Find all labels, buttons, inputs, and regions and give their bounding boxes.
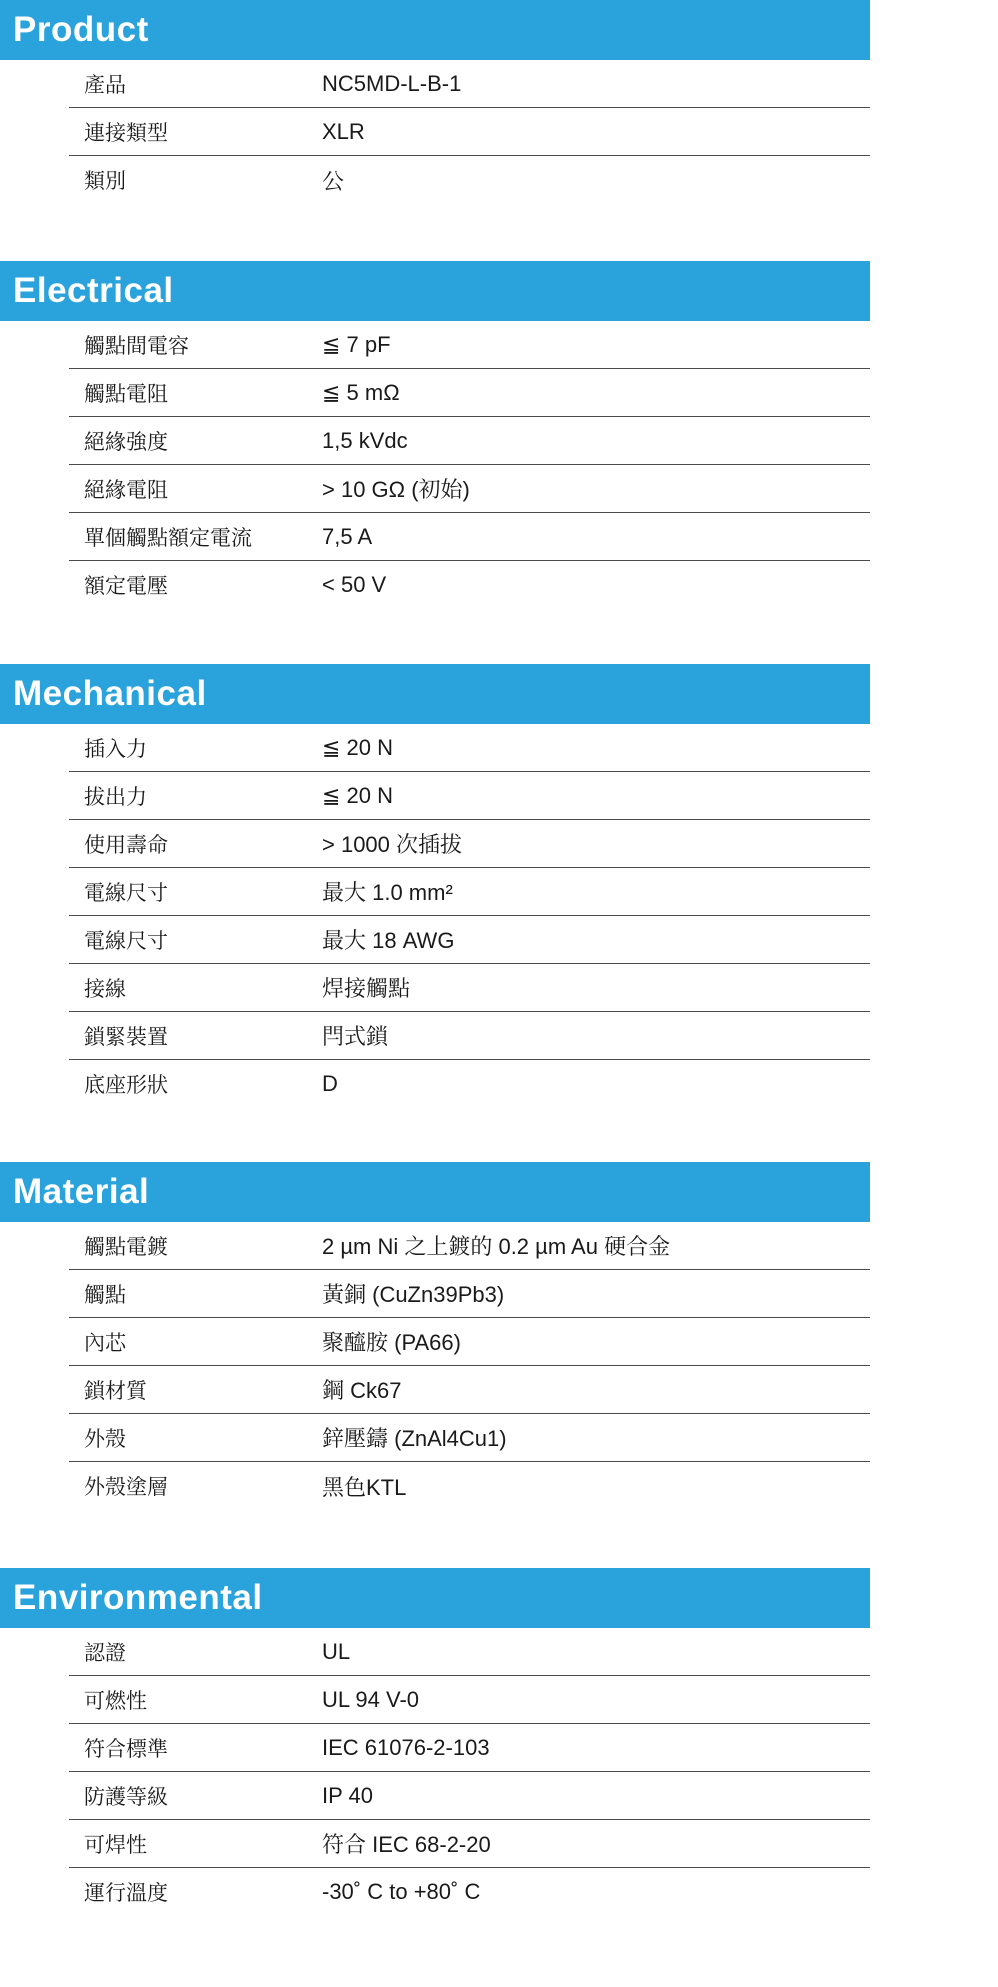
spec-label: 使用壽命 xyxy=(84,832,168,857)
section-title: Mechanical xyxy=(0,664,870,724)
spec-value: NC5MD-L-B-1 xyxy=(322,70,462,96)
spec-value: > 1000 次插拔 xyxy=(322,832,463,857)
spec-value: 焊接觸點 xyxy=(322,976,411,1001)
spec-value: > 10 GΩ (初始) xyxy=(322,477,470,502)
section-title: Product xyxy=(0,0,870,60)
spec-label: 外殼塗層 xyxy=(84,1475,168,1499)
spec-row xyxy=(69,1868,870,1916)
spec-row xyxy=(69,820,870,868)
section-electrical xyxy=(0,261,870,609)
spec-row xyxy=(69,964,870,1012)
spec-label: 絕緣強度 xyxy=(84,429,168,454)
spec-value: 鋅壓鑄 (ZnAl4Cu1) xyxy=(322,1426,507,1451)
spec-label: 電線尺寸 xyxy=(84,928,168,953)
spec-row xyxy=(69,1676,870,1724)
spec-label: 防護等級 xyxy=(84,1784,168,1809)
spec-row xyxy=(69,417,870,465)
spec-label: 電線尺寸 xyxy=(84,880,168,905)
spec-row xyxy=(69,1012,870,1060)
spec-label: 可燃性 xyxy=(84,1688,147,1713)
spec-label: 外殼 xyxy=(84,1426,126,1451)
spec-value: 2 µm Ni 之上鍍的 0.2 µm Au 硬合金 xyxy=(322,1234,671,1259)
spec-table xyxy=(69,1222,870,1510)
spec-value: ≦ 7 pF xyxy=(322,331,391,357)
spec-value: 閂式鎖 xyxy=(322,1024,389,1049)
spec-value: XLR xyxy=(322,118,365,144)
spec-label: 連接類型 xyxy=(84,120,168,145)
spec-value: 符合 IEC 68-2-20 xyxy=(322,1832,491,1857)
spec-value: 1,5 kVdc xyxy=(322,427,408,453)
spec-table xyxy=(69,1628,870,1916)
spec-row xyxy=(69,868,870,916)
spec-value: 聚醯胺 (PA66) xyxy=(322,1330,461,1355)
spec-value: 最大 1.0 mm² xyxy=(322,880,453,905)
spec-label: 類別 xyxy=(84,169,126,193)
section-product xyxy=(0,0,870,204)
spec-row xyxy=(69,561,870,609)
spec-value: D xyxy=(322,1071,338,1096)
spec-row xyxy=(69,1414,870,1462)
spec-value: IEC 61076-2-103 xyxy=(322,1734,490,1760)
spec-value: -30˚ C to +80˚ C xyxy=(322,1879,481,1904)
spec-label: 觸點間電容 xyxy=(84,333,189,358)
spec-row xyxy=(69,1820,870,1868)
section-title: Environmental xyxy=(0,1568,870,1628)
spec-label: 符合標準 xyxy=(84,1736,168,1761)
spec-label: 接線 xyxy=(84,976,126,1001)
spec-value: ≦ 20 N xyxy=(322,734,394,760)
spec-value: 鋼 Ck67 xyxy=(322,1378,402,1403)
spec-label: 產品 xyxy=(84,72,126,97)
section-material xyxy=(0,1162,870,1510)
spec-label: 單個觸點額定電流 xyxy=(84,525,252,550)
spec-value: IP 40 xyxy=(322,1782,373,1808)
spec-value: ≦ 20 N xyxy=(322,782,394,808)
spec-table xyxy=(69,724,870,1108)
spec-value: 公 xyxy=(322,168,345,194)
spec-table xyxy=(69,60,870,204)
spec-row xyxy=(69,1060,870,1108)
spec-label: 底座形狀 xyxy=(84,1073,168,1097)
spec-label: 鎖緊裝置 xyxy=(84,1024,168,1049)
spec-row xyxy=(69,1772,870,1820)
section-mechanical xyxy=(0,664,870,1108)
spec-value: ≦ 5 mΩ xyxy=(322,379,400,405)
spec-row xyxy=(69,60,870,108)
spec-label: 絕緣電阻 xyxy=(84,477,168,502)
spec-row xyxy=(69,156,870,204)
spec-row xyxy=(69,1724,870,1772)
spec-row xyxy=(69,1318,870,1366)
spec-row xyxy=(69,513,870,561)
spec-row xyxy=(69,772,870,820)
spec-row xyxy=(69,321,870,369)
spec-value: UL 94 V-0 xyxy=(322,1686,420,1712)
section-environmental xyxy=(0,1568,870,1916)
spec-value: UL xyxy=(322,1638,351,1664)
spec-value: 7,5 A xyxy=(322,523,373,549)
spec-label: 觸點電阻 xyxy=(84,381,168,406)
spec-row xyxy=(69,916,870,964)
spec-label: 觸點 xyxy=(84,1282,126,1307)
spec-row xyxy=(69,724,870,772)
spec-table xyxy=(69,321,870,609)
spec-label: 插入力 xyxy=(84,736,147,761)
spec-label: 內芯 xyxy=(84,1330,126,1355)
spec-value: < 50 V xyxy=(322,572,387,597)
spec-row xyxy=(69,1366,870,1414)
spec-row xyxy=(69,1270,870,1318)
spec-row xyxy=(69,1628,870,1676)
spec-label: 鎖材質 xyxy=(84,1378,147,1403)
spec-row xyxy=(69,1222,870,1270)
spec-row xyxy=(69,465,870,513)
spec-value: 黑色KTL xyxy=(322,1474,407,1500)
spec-label: 認證 xyxy=(84,1640,126,1665)
spec-label: 拔出力 xyxy=(84,784,147,809)
section-title: Material xyxy=(0,1162,870,1222)
spec-row xyxy=(69,1462,870,1510)
spec-value: 最大 18 AWG xyxy=(322,928,455,953)
spec-label: 額定電壓 xyxy=(84,574,168,598)
spec-row xyxy=(69,108,870,156)
spec-label: 運行溫度 xyxy=(84,1881,168,1905)
spec-label: 可焊性 xyxy=(84,1832,147,1857)
section-title: Electrical xyxy=(0,261,870,321)
spec-label: 觸點電鍍 xyxy=(84,1234,168,1259)
spec-value: 黃銅 (CuZn39Pb3) xyxy=(322,1282,505,1307)
spec-row xyxy=(69,369,870,417)
